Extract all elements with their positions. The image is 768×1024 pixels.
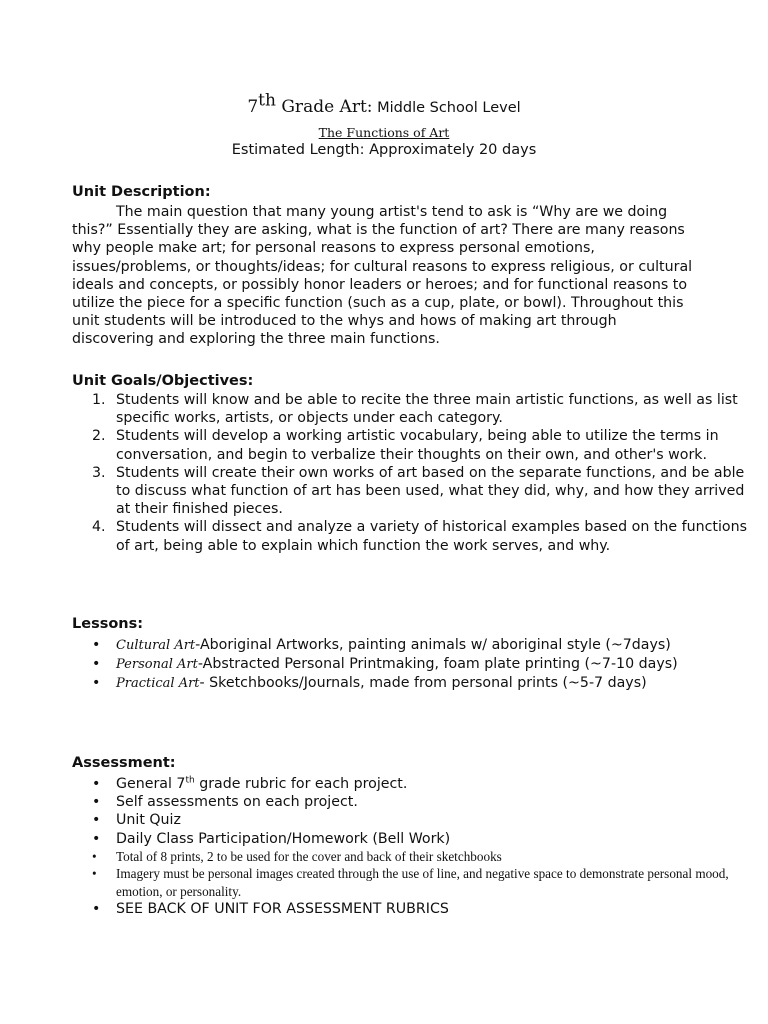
assessment-list xyxy=(72,775,746,919)
lesson-name: Personal Art xyxy=(116,657,198,673)
grade-superscript: th xyxy=(258,90,276,111)
assessment-general-post: grade rubric for each project. xyxy=(194,776,408,792)
grade-number: 7 xyxy=(247,97,259,117)
lesson-name: Practical Art xyxy=(116,676,200,692)
lesson-text: -Aboriginal Artworks, painting animals w/ aboriginal style (~7days) xyxy=(195,637,671,653)
goal-text: Students will develop a working artistic vocabulary, being able to utilize the terms in conversation, and begin to verbalize their thoughts on their own, and other's work. xyxy=(116,428,719,463)
unit-title: The Functions of Art xyxy=(318,125,450,140)
goal-text: Students will dissect and analyze a variety of historical examples based on the functions of art, being able to explain which function the work serves, and why. xyxy=(116,519,747,554)
goal-item xyxy=(92,391,748,427)
level-label: Middle School Level xyxy=(372,100,521,116)
goal-number: 4. xyxy=(92,519,106,536)
goal-item xyxy=(92,518,748,554)
goal-text: Students will create their own works of art based on the separate functions, and be able to discuss what function of art has been used, what they did, why, and how they arrived at their finished pieces. xyxy=(116,464,745,518)
assessment-item-small: • Imagery must be personal images created through the use of line, and negative space to demonstrate personal mood, emotion, or personality. xyxy=(116,865,746,900)
grade-art-label: Grade Art: xyxy=(275,97,373,117)
goals-list xyxy=(72,391,748,555)
lesson-text: - Sketchbooks/Journals, made from personal prints (~5-7 days) xyxy=(199,675,647,692)
assessment-item: • Self assessments on each project. xyxy=(116,793,746,811)
goal-number: 2. xyxy=(92,428,106,445)
assessment-item: • Daily Class Participation/Homework (Bell Work) xyxy=(116,830,746,848)
goal-number: 3. xyxy=(92,464,106,481)
lessons-list xyxy=(72,636,746,694)
assessment-item xyxy=(116,775,746,793)
lesson-item xyxy=(116,674,746,693)
assessment-general-sup: th xyxy=(185,775,195,786)
unit-description-heading: Unit Description: xyxy=(72,184,211,200)
assessment-general-pre: General 7 xyxy=(116,776,186,792)
assessment-heading: Assessment: xyxy=(72,755,176,771)
lesson-text: -Abstracted Personal Printmaking, foam plate printing (~7-10 days) xyxy=(197,656,678,673)
assessment-item: • Unit Quiz xyxy=(116,811,746,829)
assessment-item-small: • Total of 8 prints, 2 to be used for the cover and back of their sketchbooks xyxy=(116,848,746,866)
assessment-item-final: • SEE BACK OF UNIT FOR ASSESSMENT RUBRICS xyxy=(116,900,746,918)
document-title xyxy=(0,90,768,119)
lesson-name: Cultural Art xyxy=(116,638,196,653)
goal-item xyxy=(92,464,748,519)
goal-item xyxy=(92,427,748,463)
goal-text: Students will know and be able to recite the three main artistic functions, as well as list specific works, artists, or objects under each category. xyxy=(116,392,738,427)
unit-description-text: The main question that many young artist's tend to ask is “Why are we doing this?” Essentially they are asking, what is the function of art? There are many reasons why people make art; for personal reasons to express personal emotions, issues/problems, or thoughts/ideas; for cultural reasons to express religious, or cultural ideals and concepts, or possibly honor leaders or heroes; and for functional reasons to utilize the piece for a specific function (such as a cup, plate, or bowl). Throughout this unit students will be introduced to the whys and hows of making art through discovering and exploring the three main functions. xyxy=(72,204,693,348)
goal-number: 1. xyxy=(92,392,106,408)
unit-goals-heading: Unit Goals/Objectives: xyxy=(72,373,254,389)
lessons-heading: Lessons: xyxy=(72,616,144,632)
lesson-item xyxy=(116,636,746,655)
lesson-item xyxy=(116,655,746,674)
estimated-length: Estimated Length: Approximately 20 days xyxy=(231,142,537,158)
